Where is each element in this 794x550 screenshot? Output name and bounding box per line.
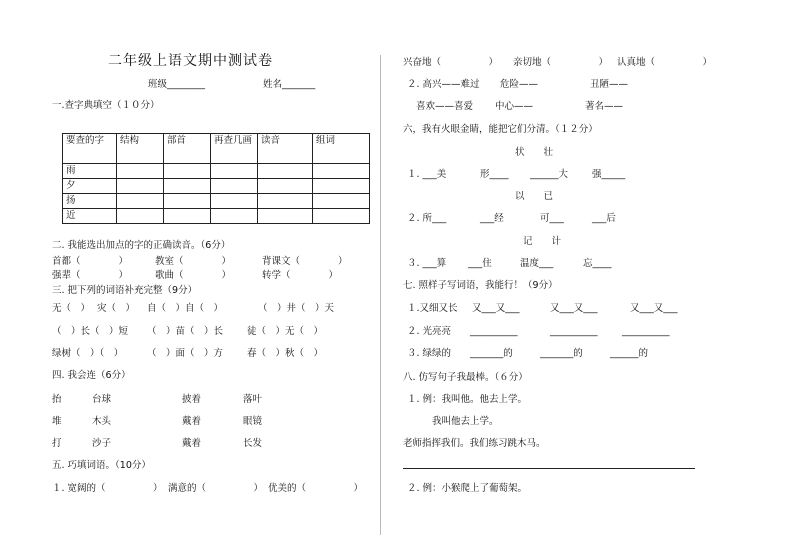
synonym-blank[interactable]: 著名—— (585, 101, 624, 112)
section-4-heading: 四. 我会连（6分） (52, 370, 131, 381)
pattern-blank[interactable]: ______的 (610, 348, 649, 359)
page-title: 二年级上语文期中测试卷 (108, 53, 273, 69)
match-item[interactable]: 披着 (182, 394, 202, 405)
dictionary-table (62, 133, 370, 224)
table-header: 结构 (117, 134, 164, 164)
match-item[interactable]: 抬 (52, 394, 62, 405)
char-pair: 以 已 (515, 191, 554, 202)
example-word: １.又细又长 (407, 303, 458, 314)
example-sentence: １. 例：我叫他。他去上学。 (407, 394, 528, 405)
idiom-blank[interactable]: 自（ ）自（ ） (147, 303, 224, 314)
word-blank[interactable]: 认真地（ ） (617, 57, 713, 68)
pinyin-blank[interactable]: 歌曲（ ） (155, 270, 232, 281)
match-item[interactable]: 戴着 (182, 438, 202, 449)
match-item[interactable]: 长发 (243, 438, 263, 449)
table-cell[interactable] (164, 209, 211, 224)
fill-blank[interactable]: ２. 所___ (407, 213, 447, 224)
antonym-blank[interactable]: 丑陋—— (590, 79, 629, 90)
match-item[interactable]: 落叶 (243, 394, 263, 405)
idiom-blank[interactable]: （ ）井（ ）天 (258, 303, 335, 314)
word-blank[interactable]: １. 宽阔的（ ） (52, 483, 163, 494)
pinyin-blank[interactable]: 教室（ ） (155, 256, 232, 267)
table-header: 部首 (164, 134, 211, 164)
table-cell[interactable] (313, 209, 370, 224)
char-pair: 状 壮 (515, 147, 554, 158)
antonym-item: ２. 高兴——难过 (407, 79, 480, 90)
pinyin-blank[interactable]: 首都（ ） (52, 256, 129, 267)
table-header: 组词 (313, 134, 370, 164)
match-item[interactable]: 木头 (92, 416, 112, 427)
fill-blank[interactable]: ___经 (480, 213, 504, 224)
idiom-blank[interactable]: （ ）面（ ）方 (147, 348, 224, 359)
fill-blank[interactable]: ___后 (592, 213, 616, 224)
section-6-heading: 六，我有火眼金睛，能把它们分清。（１２分） (403, 124, 598, 135)
match-item[interactable]: 眼镜 (243, 416, 263, 427)
pattern-blank[interactable]: __________ (622, 326, 670, 337)
table-cell[interactable] (117, 164, 164, 179)
idiom-blank[interactable]: 无（ ） (52, 303, 91, 314)
word-blank[interactable]: 满意的（ ） (168, 483, 264, 494)
fill-blank[interactable]: 温度___ (520, 258, 554, 269)
section-3-heading: 三. 把下列的词语补充完整（9分） (52, 285, 198, 296)
pattern-blank[interactable]: __________ (470, 326, 518, 337)
match-item[interactable]: 台球 (92, 394, 112, 405)
table-cell[interactable] (313, 164, 370, 179)
idiom-blank[interactable]: 徒（ ）无（ ） (247, 326, 324, 337)
idiom-blank[interactable]: 灾（ ） (97, 303, 136, 314)
table-cell-char: 雨 (63, 164, 117, 179)
word-blank[interactable]: 优美的（ ） (268, 483, 364, 494)
idiom-blank[interactable]: （ ）苗（ ）长 (147, 326, 224, 337)
example-sentence: ２. 例：小猴爬上了葡萄架。 (407, 483, 528, 494)
pattern-blank[interactable]: 又___又___ (472, 303, 520, 314)
example-sentence: 我叫他去上学。 (432, 416, 499, 427)
table-header: 读音 (258, 134, 313, 164)
section-1-heading: 一.查字典填空（１０分） (52, 100, 160, 111)
table-cell-char: 近 (63, 209, 117, 224)
example-word: ３. 绿绿的 (407, 348, 452, 359)
synonym-item: 喜欢——喜爱 (416, 101, 474, 112)
pinyin-blank[interactable]: 背课文（ ） (262, 256, 348, 267)
answer-line[interactable] (403, 468, 695, 469)
table-cell[interactable] (258, 164, 313, 179)
table-cell[interactable] (164, 194, 211, 209)
fill-blank[interactable]: ______大 (530, 169, 569, 180)
match-item[interactable]: 戴着 (182, 416, 202, 427)
antonym-blank[interactable]: 危险—— (500, 79, 539, 90)
fill-blank[interactable]: ３. ___算 (407, 258, 447, 269)
table-header: 要查的字 (63, 134, 117, 164)
idiom-blank[interactable]: 春（ ）秋（ ） (247, 348, 324, 359)
table-cell-char: 夕 (63, 179, 117, 194)
match-item[interactable]: 堆 (52, 416, 62, 427)
fill-blank[interactable]: 忘____ (583, 258, 612, 269)
table-cell[interactable] (258, 194, 313, 209)
fill-blank[interactable]: 可___ (540, 213, 564, 224)
table-cell[interactable] (258, 179, 313, 194)
pattern-blank[interactable]: 又___又___ (630, 303, 678, 314)
word-blank[interactable]: 兴奋地（ ） (403, 57, 499, 68)
table-cell[interactable] (117, 179, 164, 194)
pinyin-blank[interactable]: 转学（ ） (262, 270, 339, 281)
name-field[interactable]: 姓名_______ (263, 79, 316, 90)
table-cell[interactable] (211, 194, 258, 209)
table-cell[interactable] (313, 194, 370, 209)
section-8-heading: 八. 仿写句子我最棒。（６分） (403, 372, 528, 383)
fill-blank[interactable]: ___住 (468, 258, 492, 269)
fill-blank[interactable]: 形____ (480, 169, 509, 180)
table-cell[interactable] (313, 179, 370, 194)
table-cell[interactable] (258, 209, 313, 224)
pattern-blank[interactable]: 又___又___ (550, 303, 598, 314)
table-cell-char: 扬 (63, 194, 117, 209)
table-cell[interactable] (117, 194, 164, 209)
idiom-blank[interactable]: 绿树（ ）（ ） (52, 348, 124, 359)
column-divider (380, 55, 381, 535)
word-blank[interactable]: 亲切地（ ） (513, 57, 609, 68)
table-cell[interactable] (117, 209, 164, 224)
match-item[interactable]: 打 (52, 438, 62, 449)
table-cell[interactable] (211, 209, 258, 224)
char-pair: 记 计 (523, 236, 562, 247)
pattern-blank[interactable]: _______的 (540, 348, 583, 359)
synonym-blank[interactable]: 中心—— (495, 101, 534, 112)
table-header: 再查几画 (211, 134, 258, 164)
section-7-heading: 七. 照样子写词语，我能行！（9分） (403, 280, 558, 291)
idiom-blank[interactable]: （ ）长（ ）短 (52, 326, 129, 337)
table-cell[interactable] (211, 179, 258, 194)
fill-blank[interactable]: 强_____ (592, 169, 626, 180)
table-cell[interactable] (164, 164, 211, 179)
section-2-heading: 二. 我能选出加点的字的正确读音。（6分） (52, 240, 231, 251)
pattern-blank[interactable]: __________ (550, 326, 598, 337)
question-sentence: 老师指挥我们。我们练习跳木马。 (403, 438, 546, 449)
match-item[interactable]: 沙子 (92, 438, 112, 449)
table-cell[interactable] (211, 164, 258, 179)
class-field[interactable]: 班级________ (148, 79, 206, 90)
fill-blank[interactable]: １. ___美 (407, 169, 447, 180)
table-cell[interactable] (164, 179, 211, 194)
section-5-heading: 五. 巧填词语。（10分） (52, 460, 151, 471)
pinyin-blank[interactable]: 强辈（ ） (52, 270, 129, 281)
example-word: ２. 光亮亮 (407, 326, 452, 337)
pattern-blank[interactable]: _______的 (470, 348, 513, 359)
